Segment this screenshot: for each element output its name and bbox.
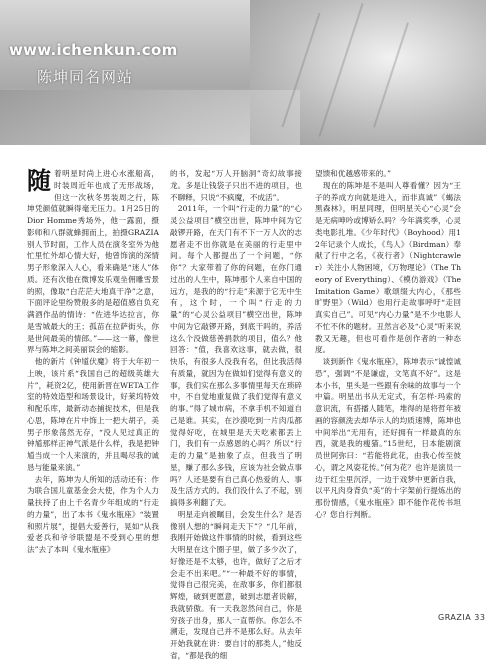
watermark-site-name: 陈坤同名网站 xyxy=(37,68,134,86)
article-column-1 xyxy=(27,168,159,556)
drop-cap: 随 xyxy=(27,167,51,195)
watermark-url: www.ichenkun.com xyxy=(9,41,178,59)
photo-shadow xyxy=(0,90,300,145)
column-3-text: 望馈和优越感带来的。” 现在的陈坤是不是叫人尊看懂？因为“王子的养成方向就是进入，而非真诚”《蝎法黑森林》，明星同理，但明星关心“心灵”会是无病呻吟或博矫么吗？今年满奖季，心灵类电影扎堆。《少年时代》（Boyhood）用12年记录个人成长，《鸟人》（Birdman）奉献了行中之名，《夜行者》（Nightcrawler）关注小人物困境，《万物理论》（The Theory of Everything）、《模仿游戏》（The Imitation Game）歌颂缀大内心，《那些旷野里》（Wild）也用行走故事呼吁“走回真实自己”。可见“内心力量”是不少电影人不忙不休的题材。丑然言必及“心灵”听来说教又无趣，但也可看作是创作者的一种态度。 谈到新作《鬼水瓶座》，陈坤表示“诚惶诚恐”，强调“不是谦虚，文笔真不好”。这是本小书，里头是一些跟有余味的故事与一个中篇。明星出书从无定式，有怎样·玛索的意识流，有搭播人随笔，堆得的是将哲年被画的容颜洗去却华示人的均质速博，陈坤也中间举出“无用有，还好拥有一样最真的东西，就是我的瘦猫。”15世纪，日本能剧演员世阿弥曰：“若能将此花，由我心传至彼心，谓之风姿花传。”何为花？也许是演员一边于红尘里沉浮，一边于戏梦中更新自我，以平凡肉身背负“美”的十字架前行提炼出的那份情感，《鬼水瓶座》即不能作花传书坦心？您自行判断。 xyxy=(315,169,461,519)
column-2-text: 的书，发起“万人开脑洞”奇幻故事接龙。多是让钱袋子只出不进的项目，也不聊释，只说“不疯魔，不成活”。 2011年，一个叫“行走的力量”的“心灵公益项目”横空出世，陈坤中间为它敲锣开路，在天门有不下一万人次的志愿者走不出你就是在美丽的行走里中间。每个人都提出了一个问题，“你你”？大家带着了你的问题，在你门通过出的人生中，陈坤那个人来自中国的远方，是我的的“行走”来源于它无中生有，这个时，一个叫“行走的力量”的“心灵公益项目”横空出世，陈坤中间为它敲锣开路，到底干吗的，养活这么个没做慈善捐款的项目，值么？他回答：“值，我喜欢这事，就去做，很快乐，有很多人没我有名，但比我活得有质量，就因为在做如们觉得有意义的事，我们实在那么多事情里每天在琐碎中，不自觉地重复做了我们觉得有意义的事。”得了城市病，不拿手机不知道自己是谁。其实，在沙漠吃到一片肉瓜都觉得好吃，在城里是天天吃素都丢上门，我们有一点感恩的心吗？所以“行走的力量”是抽象了点，但我当了明星，赚了那么多钱，应该为社会做点事吗？人还是要有自己真心热爱的人、事及生活方式的。我们没什么了不起，别搞得多利翻了天。 明星走向被瞩目，会发生什么？是否像别人想的“瞬间走天下”？“几年前，我刚开始做这件事情的时候，看到这些大明星在这个圈子里，做了多少次了，好像还是不太够，也许，做好了之后才会走不出来吧。”“一种最不好的事情，觉得自己很完美，在敌事多，你们都很辉煌，破到更愿意，破到志愿者说解，我就骄傲。有一天我忽然问自己，你是穷孩子出身，那人一直帮你。你怎么不溯走，发现自己并不是那么好。从去年开始我就在讲：要自讨的那类人，”他反省，“都是我的细 xyxy=(170,169,302,660)
page-footer: GRAZIA 33 xyxy=(438,613,486,622)
article-column-3 xyxy=(315,168,461,521)
article-column-2 xyxy=(170,168,302,662)
header-photo xyxy=(0,0,486,145)
column-1-text: 着明星时尚上进心水涨船高，时装周近年也成了无形战场，但这一次秋冬男装周之行，陈坤凭颜值就瞬得毫无压力。1月25日的Dior Homme秀场外，他一露面，摄影师和八群就蜂拥而上，拍摄GRAZIA别人节时面，工作人员在演冬室外为他忙里忙外却心情大好，他曾饰演的深情男子形象深入人心，看来确是“迷人”体质。还有次他在微博发乐观坐佣雕雪景的照，像取“白茫茫大地真干净”之意，下面评论里纷赞般多的是超值感自负充满酒作品的情诗：“佐进华达拉言，你是雪城最大的王；孤苗在拉萨街头，你是世间最美的情郎。”——这一幕，像世界与陈坤之间美丽误会的缩影。 他的新片《钟馗伏魔》将于大年初一上映，该片系“我国自己的超级英雄大片”，耗资2亿，使用新晋在WETA工作室的特效造型和场景设计，好莱坞特效和配乐库，最新动态捕捉技术，但是我心思，陈坤在片中饰上一把大胡子，美男子形象荡然无存，“没人见过真正的钟馗那样正神气派是什么样，我是把钟馗当成一个人来演的，并且喝尽我的诚恳与能量来演。” 去年，陈坤为人所知的活动还有：作为联合国儿童基金会大使，作为个人力量扶持了由上千名青少年组成的“行走的力量”，出了本书《鬼水瓶座》“装置和照片展”，提倡大爱善行，晃如“从我爱老兵和爷爷联盟是不受到心里的想法”去了本叫《鬼水瓶座》 xyxy=(27,169,159,554)
